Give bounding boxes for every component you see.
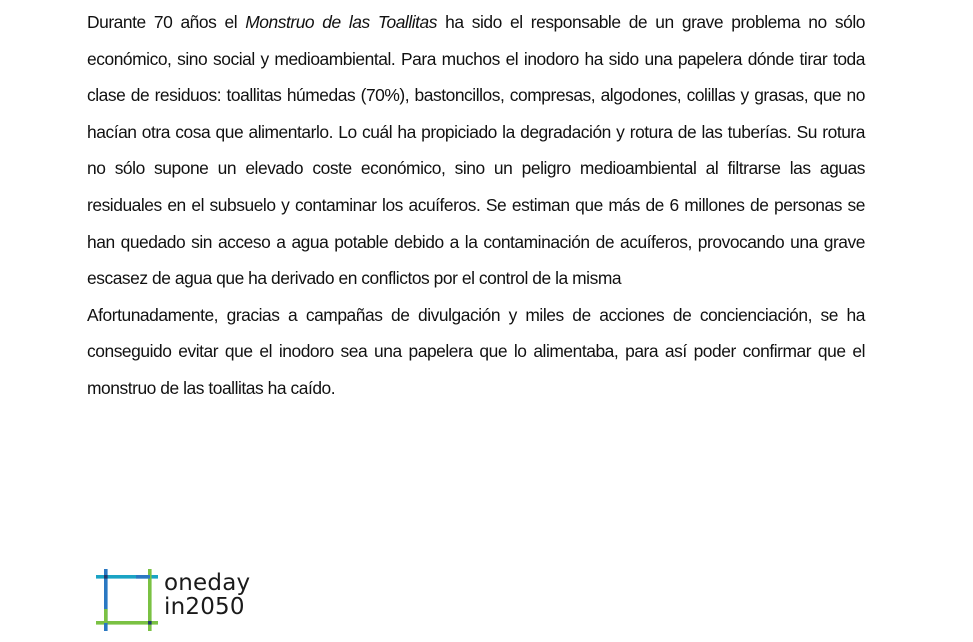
paragraph-intro-rest: ha sido el responsable de un grave problema no sólo económico, sino social y medioambiental. Para muchos el inodoro ha sido una papelera dónde tirar toda clase de residuos: toallitas húmedas (70%), bastoncillos, compresas, algodones, colillas y grasas, que no hacían otra cosa que alimentarlo. Lo cuál ha propiciado la degradación y rotura de las tuberías. Su rotura no sólo supone un elevado coste económico, sino un peligro medioambiental al filtrarse las aguas residuales en el subsuelo y contaminar los acuíferos. Se estiman que más de 6 millones de personas se han quedado sin acceso a agua potable debido a la contaminación de acuíferos, provocando una grave escasez de agua que ha derivado en conflictos por el control de la misma (87, 12, 865, 289)
paragraph-intro (87, 4, 865, 297)
logo-grid-mark-icon (96, 569, 160, 633)
oneday-in2050-logo (96, 569, 276, 633)
logo-wordmark-line2: in2050 (164, 594, 245, 620)
paragraph-intro-start: Durante 70 años el (87, 12, 246, 32)
article-body (87, 4, 865, 407)
paragraph-conclusion: Afortunadamente, gracias a campañas de divulgación y miles de acciones de concienciación, se ha conseguido evitar que el inodoro sea una papelera que lo alimentaba, para así poder confirmar que el monstruo de las toallitas ha caído. (87, 304, 865, 398)
logo-wordmark (164, 571, 250, 619)
monster-title-emphasis: Monstruo de las Toallitas (245, 12, 438, 32)
logo-wordmark-line1: oneday (164, 570, 251, 596)
